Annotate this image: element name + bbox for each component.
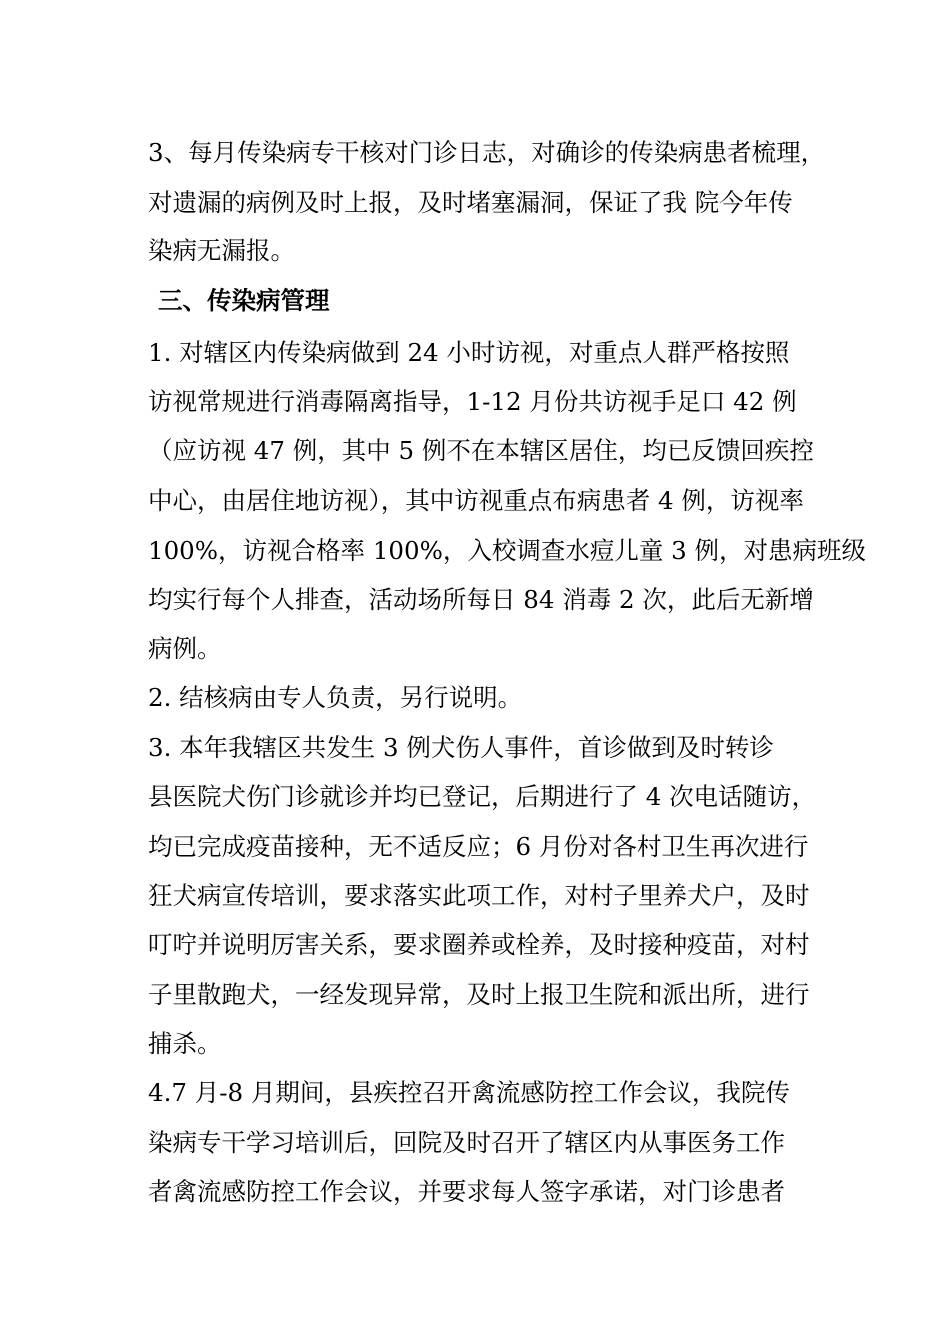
paragraph-line: 染病专干学习培训后，回院及时召开了辖区内从事医务工作 [148,1128,785,1157]
paragraph-line: 访视常规进行消毒隔离指导，1-12 月份共访视手足口 42 例 [148,387,797,416]
paragraph-line: 1. 对辖区内传染病做到 24 小时访视，对重点人群严格按照 [148,338,790,367]
section-heading: 三、传染病管理 [158,286,330,315]
paragraph-line: 县医院犬伤门诊就诊并均已登记，后期进行了 4 次电话随访， [148,782,817,811]
paragraph-line: （应访视 47 例，其中 5 例不在本辖区居住，均已反馈回疾控 [148,436,814,465]
paragraph-line: 叮咛并说明厉害关系，要求圈养或栓养，及时接种疫苗，对村 [148,930,810,959]
paragraph-line: 狂犬病宣传培训，要求落实此项工作，对村子里养犬户，及时 [148,881,810,910]
paragraph-line: 100%，访视合格率 100%，入校调查水痘儿童 3 例，对患病班级 [148,536,867,565]
paragraph-line: 病例。 [148,634,222,663]
paragraph-line: 3、每月传染病专干核对门诊日志，对确诊的传染病患者梳理， [148,138,826,167]
paragraph-line: 者禽流感防控工作会议，并要求每人签字承诺，对门诊患者 [148,1177,785,1206]
paragraph-line: 3. 本年我辖区共发生 3 例犬伤人事件，首诊做到及时转诊 [148,733,774,762]
paragraph-line: 4.7 月-8 月期间，县疾控召开禽流感防控工作会议，我院传 [148,1078,790,1107]
paragraph-line: 捕杀。 [148,1029,222,1058]
paragraph-line: 染病无漏报。 [148,236,295,265]
paragraph-line: 子里散跑犬，一经发现异常，及时上报卫生院和派出所，进行 [148,980,810,1009]
paragraph-line: 均实行每个人排查，活动场所每日 84 消毒 2 次，此后无新增 [148,585,814,614]
paragraph-line: 均已完成疫苗接种，无不适反应；6 月份对各村卫生再次进行 [148,832,809,861]
paragraph-line: 中心，由居住地访视），其中访视重点布病患者 4 例，访视率 [148,486,804,515]
paragraph-line: 对遗漏的病例及时上报，及时堵塞漏洞，保证了我 院今年传 [148,188,793,217]
paragraph-line: 2. 结核病由专人负责，另行说明。 [148,683,523,712]
